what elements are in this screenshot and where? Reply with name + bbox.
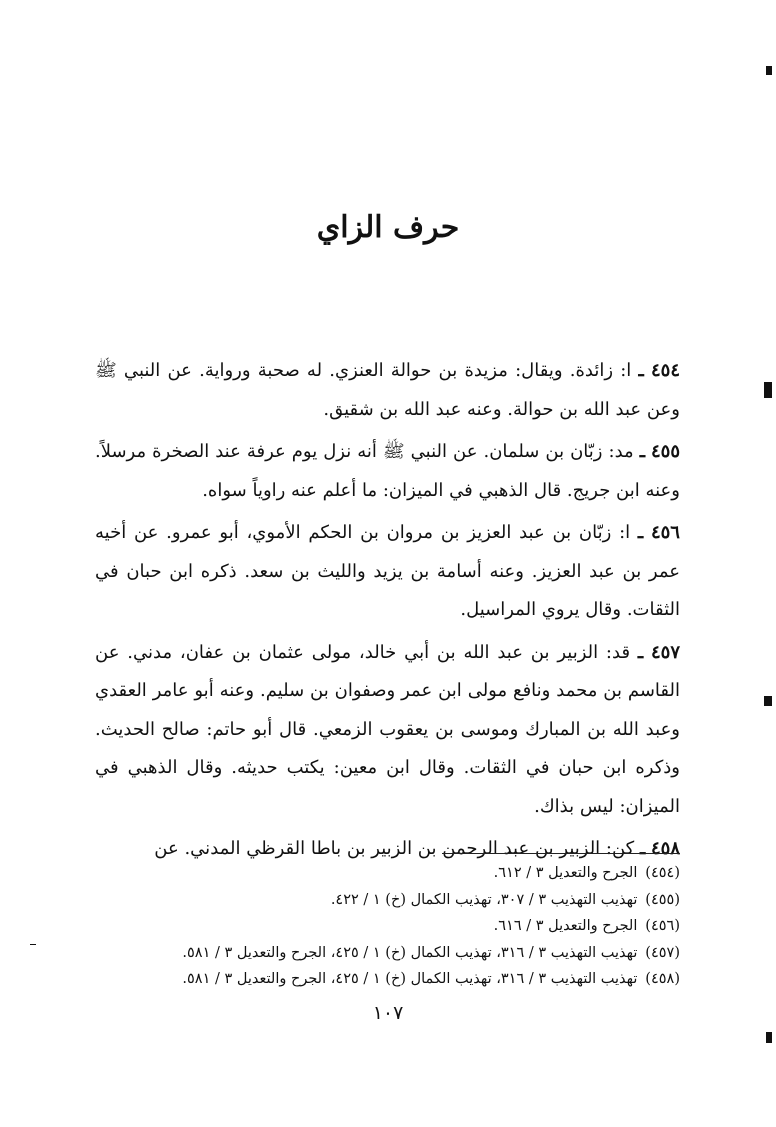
scan-artifact bbox=[30, 944, 36, 945]
entry-text: ا: زائدة. ويقال: مزيدة بن حوالة العنزي. له صحبة ورواية. عن النبي ﷺ وعن عبد الله بن حوالة. وعنه عبد الله بن شقيق. bbox=[95, 360, 680, 420]
entries-body bbox=[95, 352, 680, 873]
entry-number: ٤٥٧ bbox=[650, 641, 680, 663]
entry-text: قد: الزبير بن عبد الله بن أبي خالد، مولى عثمان بن عفان، مدني. عن القاسم بن محمد ونافع مولى ابن عمر وصفوان بن سليم. وعنه أبو عامر العقدي وعبد الله بن المبارك وموسى بن يعقوب الزمعي. قال أبو حاتم: صالح الحديث. وذكره ابن حبان في الثقات. وقال ابن معين: يكتب حديثه. وقال الذهبي في الميزان: ليس بذاك. bbox=[95, 641, 680, 817]
footnotes bbox=[95, 860, 680, 993]
entry-text: ا: زبّان بن عبد العزيز بن مروان بن الحكم الأموي، أبو عمرو. عن أخيه عمر بن عبد العزيز. وعنه أسامة بن يزيد والليث بن سعد. ذكره ابن حبان في الثقات. وقال يروي المراسيل. bbox=[95, 522, 680, 620]
footnote bbox=[95, 940, 680, 967]
scan-artifact bbox=[764, 382, 772, 398]
scan-artifact bbox=[766, 66, 772, 75]
scan-artifact bbox=[764, 696, 772, 706]
footnote-number: (٤٥٨) bbox=[645, 971, 680, 987]
footnote bbox=[95, 913, 680, 940]
footnote-number: (٤٥٧) bbox=[645, 944, 680, 961]
footnote-text: تهذيب التهذيب ٣ / ٣١٦، تهذيب الكمال (خ) ١ / ٤٢٥، الجرح والتعديل ٣ / ٥٨١. bbox=[182, 944, 638, 961]
chapter-title: حرف الزاي bbox=[316, 210, 460, 245]
entry-number: ٤٥٤ bbox=[650, 360, 680, 381]
footnote-text: الجرح والتعديل ٣ / ٦١٢. bbox=[493, 865, 638, 881]
entry-458: ٤٥٨ ـ كن: الزبير بن عبد الرحمن بن الزبير بن باطا القرظي المدني. عن bbox=[154, 838, 680, 859]
footnote-number: (٤٥٤) bbox=[645, 865, 680, 881]
entry-457: ٤٥٧ ـ قد: الزبير بن عبد الله بن أبي خالد، مولى عثمان بن عفان، مدني. عن القاسم بن محمد ونافع مولى ابن عمر وصفوان بن سليم. وعنه أبو عامر العقدي وعبد الله بن المبارك وموسى بن يعقوب الزمعي. قال أبو حاتم: صالح الحديث. وذكره ابن حبان في الثقات. وقال ابن معين: يكتب حديثه. وقال الذهبي في الميزان: ليس بذاك. bbox=[95, 641, 680, 817]
footnote-divider bbox=[442, 853, 680, 854]
footnote-text: الجرح والتعديل ٣ / ٦١٦. bbox=[493, 918, 638, 934]
entry-number: ٤٥٥ bbox=[650, 441, 680, 462]
entry-number: ٤٥٨ bbox=[650, 838, 680, 859]
footnote bbox=[95, 966, 680, 993]
footnote bbox=[95, 887, 680, 914]
entry-455: ٤٥٥ ـ مد: زبّان بن سلمان. عن النبي ﷺ أنه نزل يوم عرفة عند الصخرة مرسلاً. وعنه ابن جريج. قال الذهبي في الميزان: ما أعلم عنه راوياً سواه. bbox=[95, 441, 680, 501]
entry-number: ٤٥٦ bbox=[650, 522, 680, 543]
footnote-text: تهذيب التهذيب ٣ / ٣٠٧، تهذيب الكمال (خ) ١ / ٤٢٢. bbox=[330, 891, 638, 908]
entry-454: ٤٥٤ ـ ا: زائدة. ويقال: مزيدة بن حوالة العنزي. له صحبة ورواية. عن النبي ﷺ وعن عبد الله بن حوالة. وعنه عبد الله بن شقيق. bbox=[95, 360, 680, 420]
page-number: ١٠٧ bbox=[372, 1002, 404, 1024]
entry-text: كن: الزبير بن عبد الرحمن بن الزبير بن باطا القرظي المدني. عن bbox=[154, 838, 635, 859]
footnote-number: (٤٥٥) bbox=[645, 891, 680, 908]
scan-artifact bbox=[766, 1032, 772, 1043]
footnote-number: (٤٥٦) bbox=[645, 918, 680, 934]
entry-text: مد: زبّان بن سلمان. عن النبي ﷺ أنه نزل يوم عرفة عند الصخرة مرسلاً. وعنه ابن جريج. قال الذهبي في الميزان: ما أعلم عنه راوياً سواه. bbox=[95, 441, 680, 501]
entry-456: ٤٥٦ ـ ا: زبّان بن عبد العزيز بن مروان بن الحكم الأموي، أبو عمرو. عن أخيه عمر بن عبد العزيز. وعنه أسامة بن يزيد والليث بن سعد. ذكره ابن حبان في الثقات. وقال يروي المراسيل. bbox=[95, 522, 680, 620]
footnote bbox=[95, 860, 680, 887]
footnote-text: تهذيب التهذيب ٣ / ٣١٦، تهذيب الكمال (خ) ١ / ٤٢٥، الجرح والتعديل ٣ / ٥٨١. bbox=[182, 971, 638, 987]
